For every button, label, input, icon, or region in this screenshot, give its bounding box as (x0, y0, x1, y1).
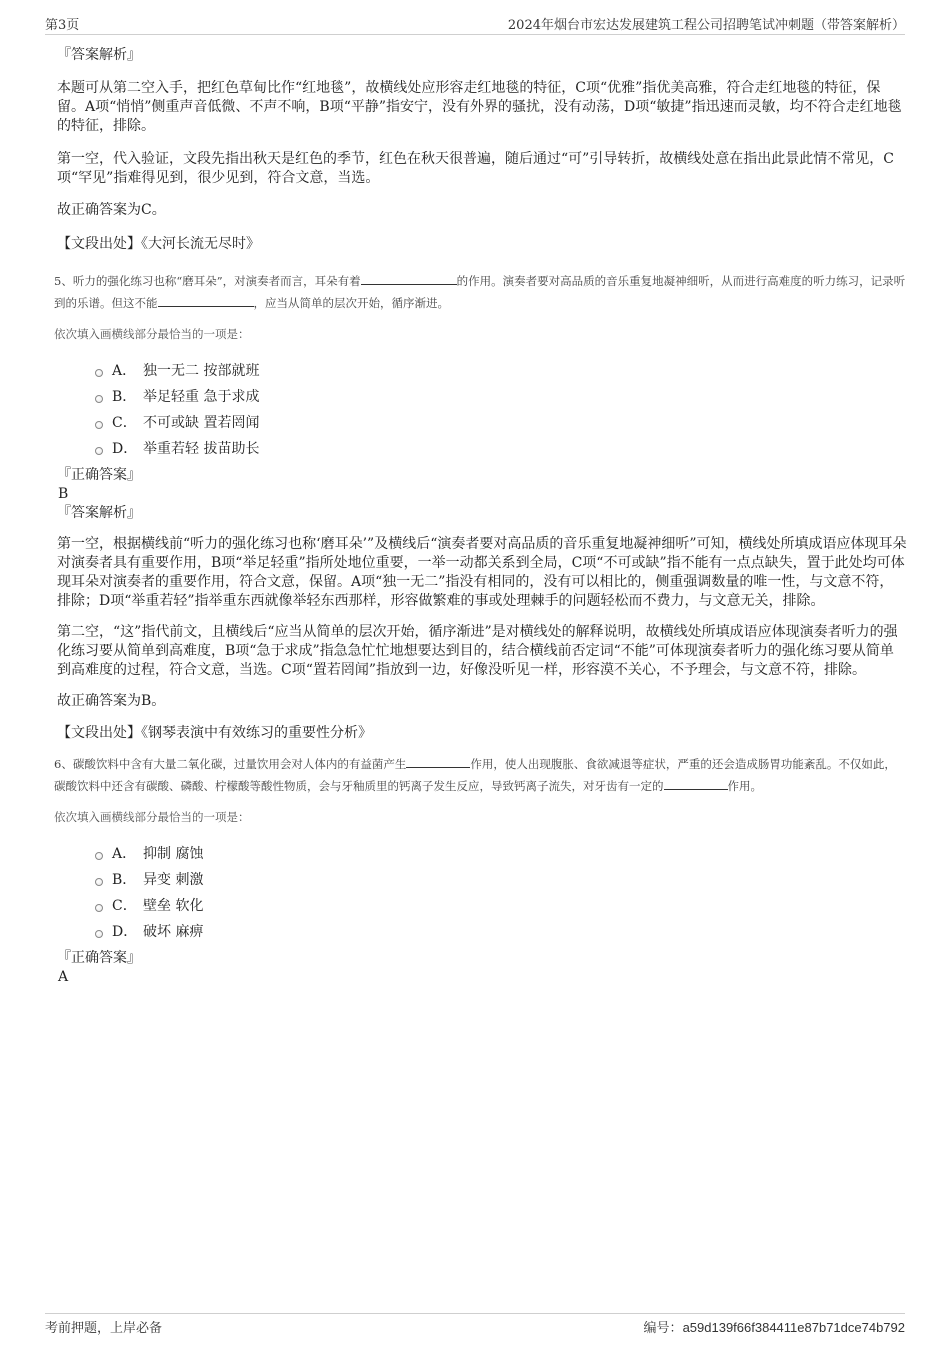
q5-option-d[interactable]: D． 举重若轻 拔苗助长 (95, 436, 907, 462)
page-number: 第3页 (45, 18, 80, 33)
q5-correct-answer: B (58, 486, 69, 502)
radio-icon[interactable] (95, 852, 103, 860)
q5-analysis-paragraph-2: 第二空，“这”指代前文，且横线后“应当从简单的层次开始，循序渐进”是对横线处的解释说明，故横线处所填成语应体现演奏者听力的强化练习要从简单到高难度，B项“急于求成”指急急忙忙地想要达到目的，结合横线前否定词“不能”可体现演奏者听力的强化练习要从简单到高难度的过程，符合文意，当选。C项“置若罔闻”指放到一边，好像没听见一样，形容漠不关心，不予理会，与文意不符，排除。 (57, 624, 898, 678)
q6-correct-answer: A (58, 969, 69, 985)
q5-analysis-label: 『答案解析』 (57, 505, 141, 521)
q6-correct-answer-label: 『正确答案』 (57, 950, 141, 966)
q6-instruction: 依次填入画横线部分最恰当的一项是： (54, 810, 250, 824)
q6-question-text: 6、碳酸饮料中含有大量二氧化碳，过量饮用会对人体内的有益菌产生 作用，使人出现腹胀、食欲减退等症状，严重的还会造成肠胃功能紊乱。不仅如此，碳酸饮料中还含有碳酸、磷酸、柠檬酸等酸性物质，会与牙釉质里的钙离子发生反应，导致钙离子流失，对牙齿有一定的 作用。 (54, 757, 896, 793)
q4-analysis-paragraph-2: 第一空，代入验证，文段先指出秋天是红色的季节，红色在秋天很普遍，随后通过“可”引导转折，故横线处意在指出此景此情不常见，C项“罕见”指难得见到，很少见到，符合文意，当选。 (57, 151, 895, 186)
radio-icon[interactable] (95, 878, 103, 886)
q5-option-a[interactable]: A． 独一无二 按部就班 (95, 358, 907, 384)
q6-option-d[interactable]: D． 破坏 麻痹 (95, 919, 907, 945)
radio-icon[interactable] (95, 369, 103, 377)
q5-blank-1 (361, 272, 457, 285)
q6-option-b[interactable]: B． 异变 刺激 (95, 867, 907, 893)
radio-icon[interactable] (95, 447, 103, 455)
q4-analysis-paragraph-1: 本题可从第二空入手，把红色草甸比作“红地毯”，故横线处应形容走红地毯的特征，C项“优雅”指优美高雅，符合走红地毯的特征，保留。A项“悄悄”侧重声音低微、不声不响，B项“平静”指安宁，没有外界的骚扰，没有动荡，D项“敏捷”指迅速而灵敏，均不符合走红地毯的特征，排除。 (57, 80, 902, 134)
document-title: 2024年烟台市宏达发展建筑工程公司招聘笔试冲刺题（带答案解析） (507, 18, 905, 33)
q5-source: 【文段出处】《钢琴表演中有效练习的重要性分析》 (57, 725, 372, 741)
q5-blank-2 (158, 294, 254, 307)
q5-correct-answer-label: 『正确答案』 (57, 467, 141, 483)
q5-conclusion: 故正确答案为B。 (57, 693, 166, 709)
page-content (54, 46, 907, 987)
q4-analysis-label: 『答案解析』 (57, 47, 141, 63)
radio-icon[interactable] (95, 421, 103, 429)
q5-question-text: 5、听力的强化练习也称“磨耳朵”，对演奏者而言，耳朵有着 的作用。演奏者要对高品质的音乐重复地凝神细听，从而进行高难度的听力练习，记录听到的乐谱。但这不能 ，应当从简单的层次开始，循序渐进。 (54, 274, 906, 310)
q5-option-b[interactable]: B． 举足轻重 急于求成 (95, 384, 907, 410)
q4-source: 【文段出处】《大河长流无尽时》 (57, 236, 260, 252)
q5-analysis-paragraph-1: 第一空，根据横线前“听力的强化练习也称‘磨耳朵’”及横线后“演奏者要对高品质的音乐重复地凝神细听”可知，横线处所填成语应体现耳朵对演奏者具有重要作用，B项“举足轻重”指所处地位重要，一举一动都关系到全局，C项“不可或缺”指不能有一点点缺失，置于此处均可体现耳朵对演奏者的重要作用，符合文意，保留。A项“独一无二”指没有相同的，没有可以相比的，侧重强调数量的唯一性，与文意不符，排除；D项“举重若轻”指举重东西就像举轻东西那样，形容做繁难的事或处理棘手的问题轻松而不费力，与文意无关，排除。 (57, 536, 907, 609)
document-code-label: 编号： (643, 1321, 683, 1336)
radio-icon[interactable] (95, 930, 103, 938)
q6-option-c[interactable]: C． 壁垒 软化 (95, 893, 907, 919)
document-code (644, 1317, 905, 1336)
q5-options (57, 358, 907, 462)
radio-icon[interactable] (95, 395, 103, 403)
q6-blank-2 (664, 777, 728, 790)
q6-options (57, 841, 907, 945)
q5-option-c[interactable]: C． 不可或缺 置若罔闻 (95, 410, 907, 436)
radio-icon[interactable] (95, 904, 103, 912)
q6-option-a[interactable]: A． 抑制 腐蚀 (95, 841, 907, 867)
q4-conclusion: 故正确答案为C。 (57, 202, 166, 218)
page-header (45, 14, 905, 35)
footer-slogan: 考前押题，上岸必备 (45, 1321, 163, 1336)
q5-instruction: 依次填入画横线部分最恰当的一项是： (54, 327, 250, 341)
page-footer (45, 1313, 905, 1336)
document-code-value: a59d139f66f384411e87b71dce74b792 (682, 1320, 905, 1335)
q6-blank-1 (406, 755, 470, 768)
